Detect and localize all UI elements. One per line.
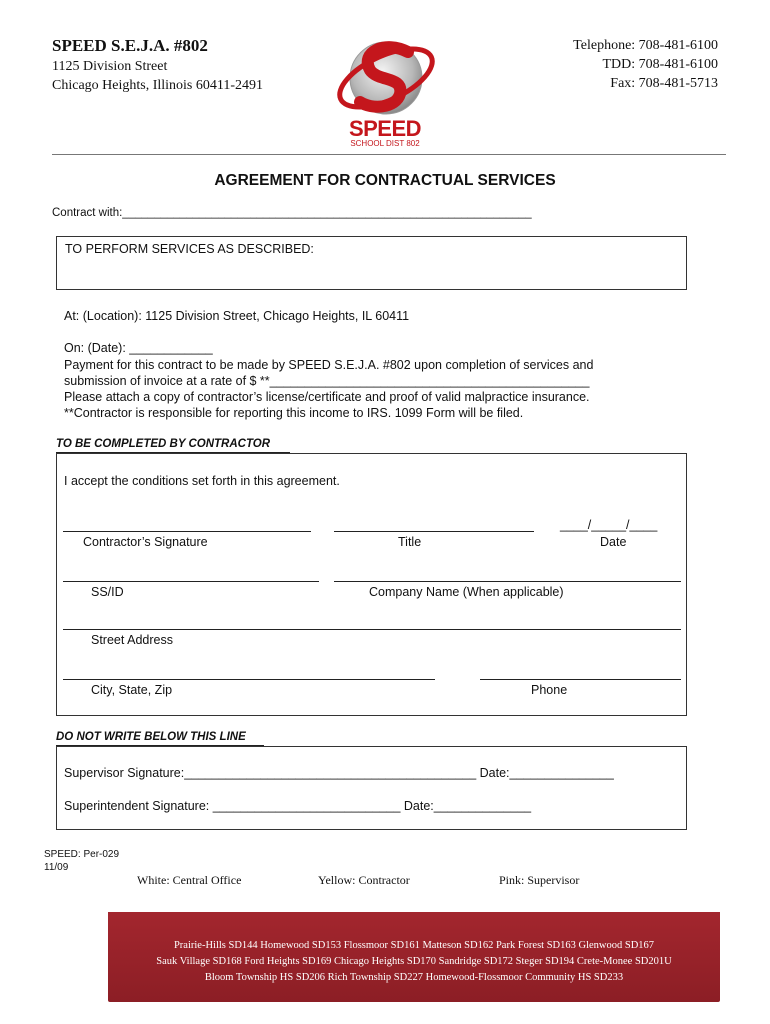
ssid-label: SS/ID (91, 585, 124, 599)
copy-yellow: Yellow: Contractor (318, 873, 410, 887)
form-code (44, 848, 119, 874)
phone-label: Phone (531, 683, 568, 697)
copy-pink: Pink: Supervisor (499, 873, 580, 887)
address-line-2: Chicago Heights, Illinois 60411-2491 (52, 78, 264, 93)
superintendent-signature-line[interactable]: Superintendent Signature: ___________________________ Date:______________ (64, 799, 532, 813)
signature-line[interactable] (63, 531, 311, 532)
city-label: City, State, Zip (91, 683, 173, 697)
form-title: AGREEMENT FOR CONTRACTUAL SERVICES (214, 172, 556, 189)
company-label: Company Name (When applicable) (369, 585, 564, 599)
copy-white: White: Central Office (137, 873, 242, 887)
contact-info (573, 36, 718, 93)
address-line-1: 1125 Division Street (52, 59, 168, 74)
date-line[interactable]: On: (Date): ____________ (64, 341, 213, 355)
org-address (52, 57, 263, 95)
districts-line-3: Bloom Township HS SD206 Rich Township SD227 Homewood-Flossmoor Community HS SD233 (204, 972, 624, 983)
supervisor-signature-line[interactable]: Supervisor Signature:__________________________________________ Date:_______________ (64, 766, 614, 780)
location-line: At: (Location): 1125 Division Street, Chicago Heights, IL 60411 (64, 309, 410, 323)
city-line[interactable] (63, 679, 435, 680)
contract-with-field[interactable]: Contract with:________________________________________________________________ (52, 207, 532, 219)
date-blank[interactable]: ____/_____/____ (560, 518, 658, 532)
districts-line-1: Prairie-Hills SD144 Homewood SD153 Flossmoor SD161 Matteson SD162 Park Forest SD163 Glenwood SD167 (173, 940, 655, 951)
logo-subtitle: SCHOOL DIST 802 (350, 139, 420, 148)
logo-word: SPEED (348, 116, 422, 141)
title-label: Title (398, 535, 422, 549)
signature-label: Contractor’s Signature (83, 535, 208, 549)
form-code-number: SPEED: Per-029 (44, 849, 120, 860)
header-divider (52, 154, 726, 155)
form-code-revision: 11/09 (44, 862, 69, 873)
payment-terms (64, 357, 593, 421)
ssid-line[interactable] (63, 581, 319, 582)
telephone: Telephone: 708-481-6100 (573, 38, 718, 53)
accept-statement: I accept the conditions set forth in this agreement. (64, 474, 340, 488)
date-label: Date (600, 535, 627, 549)
fax: Fax: 708-481-5713 (610, 76, 718, 91)
services-description-box[interactable] (56, 236, 687, 290)
irs-note: **Contractor is responsible for reporting this income to IRS. 1099 Form will be filed. (64, 406, 524, 420)
tdd: TDD: 708-481-6100 (602, 57, 718, 72)
phone-line[interactable] (480, 679, 681, 680)
services-label: TO PERFORM SERVICES AS DESCRIBED: (65, 242, 314, 256)
districts-line-2: Sauk Village SD168 Ford Heights SD169 Chicago Heights SD170 Sandridge SD172 Steger SD194 Crete-Monee SD201U (156, 956, 672, 967)
street-label: Street Address (91, 633, 173, 647)
title-line[interactable] (334, 531, 534, 532)
attachment-note: Please attach a copy of contractor’s license/certificate and proof of valid malpractice insurance. (64, 390, 590, 404)
office-section-heading: DO NOT WRITE BELOW THIS LINE (56, 731, 246, 743)
street-line[interactable] (63, 629, 681, 630)
contractor-section-heading: TO BE COMPLETED BY CONTRACTOR (56, 438, 271, 450)
payment-line-2[interactable]: submission of invoice at a rate of $ **______________________________________________ (64, 374, 590, 388)
payment-line-1: Payment for this contract to be made by SPEED S.E.J.A. #802 upon completion of services and (64, 358, 594, 372)
office-use-box (56, 746, 687, 830)
org-name: SPEED S.E.J.A. #802 (52, 36, 208, 55)
company-line[interactable] (334, 581, 681, 582)
contractor-box (56, 453, 687, 716)
